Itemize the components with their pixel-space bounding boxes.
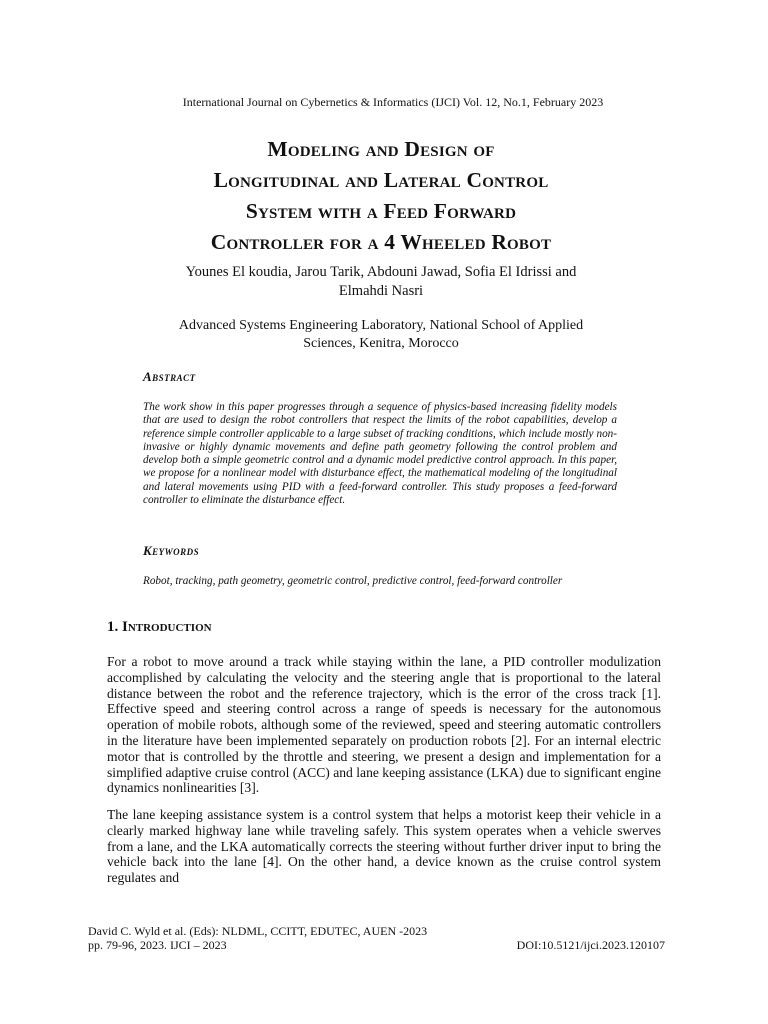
footer-editors: David C. Wyld et al. (Eds): NLDML, CCITT, EDUTEC, AUEN -2023 xyxy=(88,924,428,938)
affiliation-line: Advanced Systems Engineering Laboratory, National School of Applied xyxy=(178,318,584,333)
paper-title xyxy=(0,134,762,258)
footer-pages: pp. 79-96, 2023. IJCI – 2023 xyxy=(88,938,227,952)
title-line: Modeling and Design of xyxy=(267,137,495,161)
footer-doi: DOI:10.5121/ijci.2023.120107 xyxy=(516,938,665,952)
keywords-heading: Keywords xyxy=(143,543,200,558)
intro-paragraph-2: The lane keeping assistance system is a control system that helps a motorist keep their vehicle in a clearly marked highway lane while traveling safely. This system operates when a vehicle swerves from a lane, and the LKA automatically corrects the steering without further driver input to bring the vehicle back into the lane [4]. On the other hand, a device known as the cruise control system regulates and xyxy=(107,807,661,886)
authors-line: Elmahdi Nasri xyxy=(338,283,424,299)
intro-paragraph-1: For a robot to move around a track while staying within the lane, a PID controller modulization accomplished by calculating the velocity and the steering angle that is proportional to the lateral distance between the robot and the reference trajectory, which is the error of the cross track [1]. Effective speed and steering control across a range of speeds is necessary for the autonomous operation of mobile robots, although some of the reviewed, speed and steering automatic controllers in the literature have been implemented separately on production robots [2]. For an internal electric motor that is controlled by the throttle and steering, we present a design and implementation for a simplified adaptive cruise control (ACC) and lane keeping assistance (LKA) due to significant engine dynamics nonlinearities [3]. xyxy=(107,654,661,796)
affiliation-line: Sciences, Kenitra, Morocco xyxy=(303,336,459,351)
abstract-heading: Abstract xyxy=(143,369,196,384)
introduction-heading: 1. Introduction xyxy=(107,619,212,635)
keywords-text: Robot, tracking, path geometry, geometric control, predictive control, feed-forward controller xyxy=(143,575,563,587)
authors-line: Younes El koudia, Jarou Tarik, Abdouni Jawad, Sofia El Idrissi and xyxy=(185,264,577,280)
author-list xyxy=(0,263,762,301)
abstract-text: The work show in this paper progresses through a sequence of physics-based increasing fidelity models that are used to design the robot controllers that respect the limits of the robot capabilities, develop a reference simple controller applicable to a large subset of tracking conditions, which include mostly non-invasive or highly dynamic movements and define path geometry following the control problem and develop both a simple geometric control and a dynamic model predictive control approach. In this paper, we propose for a nonlinear model with disturbance effect, the mathematical modeling of the longitudinal and lateral movements using PID with a feed-forward controller. This study proposes a feed-forward controller to eliminate the disturbance effect. xyxy=(143,401,617,507)
footer-citation xyxy=(88,924,427,952)
title-line: Longitudinal and Lateral Control xyxy=(213,168,549,192)
affiliation xyxy=(0,317,762,353)
running-head: International Journal on Cybernetics & Informatics (IJCI) Vol. 12, No.1, February 2023 xyxy=(182,95,604,109)
title-line: Controller for a 4 Wheeled Robot xyxy=(210,230,552,254)
title-line: System with a Feed Forward xyxy=(245,199,517,223)
